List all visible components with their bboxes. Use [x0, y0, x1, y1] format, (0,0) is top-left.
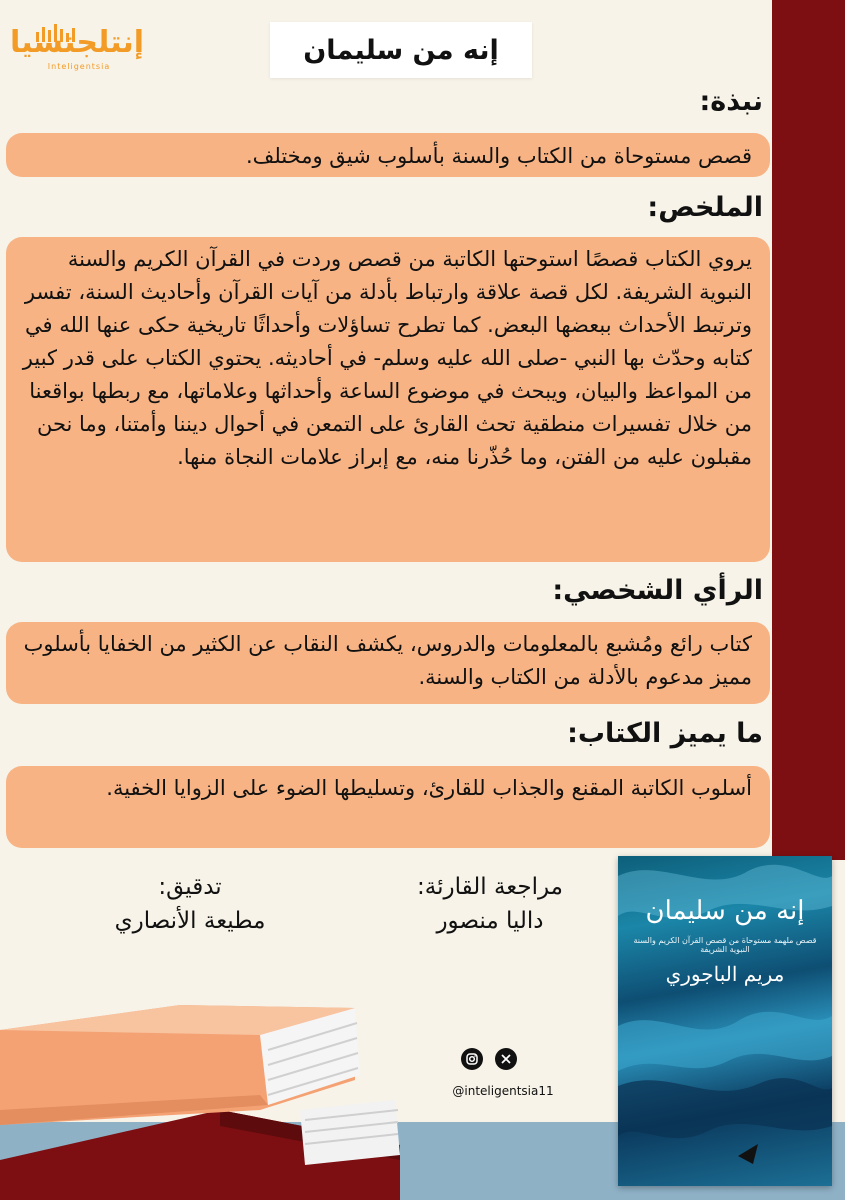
summary-panel	[6, 237, 770, 562]
reviewer-label: مراجعة القارئة:	[417, 874, 563, 900]
cover-subtitle: قصص ملهمة مستوحاة من قصص القرآن الكريم والسنة النبوية الشريفة	[633, 936, 817, 954]
summary-heading: الملخص:	[647, 192, 763, 223]
logo-mark: إنتلجنسيا	[10, 25, 144, 60]
social-handle[interactable]: @inteligentsia11	[452, 1084, 554, 1098]
distinct-panel	[6, 766, 770, 848]
proofread-label: تدقيق:	[158, 874, 222, 900]
overview-heading: نبذة:	[699, 86, 763, 117]
proofread-credit	[85, 870, 295, 938]
summary-text: يروي الكتاب قصصًا استوحتها الكاتبة من قصص وردت في القرآن الكريم والسنة النبوية الشريفة. لكل قصة علاقة وارتباط بأدلة من آيات القرآن وأحاديث السنة، تفسر وترتبط الأحداث ببعضها البعض. كما تطرح تساؤلات وأحداثًا تاريخية حكى عنها الله في كتابه وحدّث بها النبي -صلى الله عليه وسلم- في أحاديثه. يحتوي الكتاب على قدر كبير من المواعظ والبيان، ويبحث في موضوع الساعة وأحداثها وعلاماتها، مع ربطها بواقعنا من خلال تفسيرات منطقية تحث القارئ على التمعن في أحوال ديننا وأمتنا، وما نحن مقبلون عليه من الفتن، وما حُذّرنا منه، مع إبراز علامات النجاة منها.	[22, 247, 752, 469]
opinion-heading: الرأي الشخصي:	[552, 575, 763, 606]
distinct-heading: ما يميز الكتاب:	[567, 718, 763, 749]
book-cover-image	[618, 856, 832, 1186]
logo-subtitle: Inteligentsia	[47, 62, 111, 71]
instagram-icon[interactable]	[461, 1048, 483, 1070]
cover-author: مريم الباجوري	[665, 962, 785, 986]
page-title: إنه من سليمان	[270, 22, 532, 78]
x-icon[interactable]	[495, 1048, 517, 1070]
social-links	[455, 1048, 535, 1072]
distinct-text: أسلوب الكاتبة المقنع والجذاب للقارئ، وتسليطها الضوء على الزوايا الخفية.	[106, 776, 752, 800]
reviewer-credit	[385, 870, 595, 938]
red-side-bar	[772, 0, 845, 860]
stacked-books-illustration	[0, 960, 400, 1200]
opinion-panel	[6, 622, 770, 704]
reviewer-name: داليا منصور	[436, 908, 544, 934]
proofread-name: مطيعة الأنصاري	[114, 908, 266, 934]
opinion-text: كتاب رائع ومُشبع بالمعلومات والدروس، يكشف النقاب عن الكثير من الخفايا بأسلوب مميز مدعوم بالأدلة من الكتاب والسنة.	[23, 632, 752, 689]
overview-panel	[6, 133, 770, 177]
brand-logo	[10, 14, 144, 71]
overview-text: قصص مستوحاة من الكتاب والسنة بأسلوب شيق ومختلف.	[245, 143, 752, 168]
cover-title: إنه من سليمان	[645, 896, 805, 926]
